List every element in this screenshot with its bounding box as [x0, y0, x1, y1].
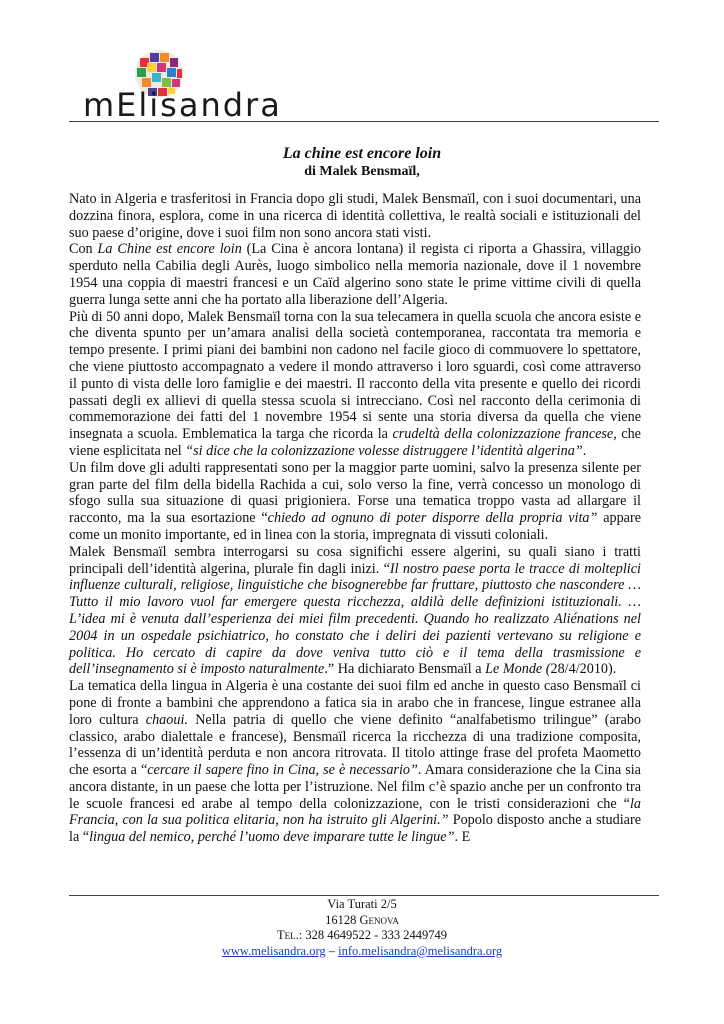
italic-text-run: crudeltà della colonizzazione francese, — [392, 426, 617, 443]
page-header — [69, 38, 659, 124]
brand-logo-text: mElisandra — [83, 86, 282, 124]
text-run: . E — [454, 829, 471, 846]
text-run: (La Cina è ancora lontana) il regista ci riporta a Ghassira, villaggio sperduto nella Cabilia degli Aurès, luogo simbolico nella memoria nazionale, dove il 1 novembre 1954 una coppia di maestri francesi e un Caïd algerino sono state le prime vittime civili di quella guerra lunga sette anni che ha portato alla liberazione dell’Algeria. — [69, 241, 642, 308]
paragraph — [69, 678, 641, 846]
article-title: La chine est encore loin — [282, 145, 442, 162]
header-divider — [69, 121, 659, 122]
text-run: appare come un monito importante, ed in linea con la storia, impregnata di vissuti coloniali. — [69, 510, 641, 543]
italic-text-run: Le Monde ( — [485, 661, 551, 678]
italic-text-run: “si dice che la colonizzazione volesse distruggere l’identità algerina” — [185, 442, 583, 459]
footer-divider — [69, 895, 659, 896]
text-run: Un film dove gli adulti rappresentati sono per la maggior parte uomini, salvo la presenza silente per gran parte del film della bidella Rachida a cui, solo verso la fine, verrà concesso un monologo di sfogo sulla sua situazione di quasi prigioniera. Forse una tematica troppo vasta ad allargare il racconto, ma la sua esortazione “ — [69, 459, 641, 527]
website-link[interactable]: www.melisandra.org — [221, 943, 326, 958]
footer-city: 16128 Genova — [325, 912, 399, 927]
footer-links — [0, 944, 724, 960]
text-run: . — [582, 442, 587, 459]
footer-phone: Tel.: 328 4649522 - 333 2449749 — [276, 928, 448, 942]
italic-text-run: lingua del nemico, perché l’uomo deve imparare tutte le lingue” — [89, 829, 455, 846]
article-author: di Malek Bensmaïl, — [304, 164, 420, 179]
paragraph — [69, 191, 641, 241]
footer-street: Via Turati 2/5 — [327, 897, 397, 911]
text-run: . Amara considerazione che la Cina sia ancora distante, in un paese che lotta per l’istruzione. Nel film c’è spazio anche per un confronto tra le scuole francesi ed arabe al tempo della colonizzazione, con le tristi considerazioni che “ — [69, 762, 641, 812]
article-body — [69, 191, 641, 846]
paragraph — [69, 544, 641, 678]
text-run: Malek Bensmaïl sembra interrogarsi su cosa significhi essere algerini, su quali siano i tratti principali dell’identità algerina, plurale fin dagli inizi. “ — [69, 543, 641, 577]
paragraph — [69, 309, 641, 460]
paragraph — [69, 241, 641, 308]
paragraph — [69, 460, 641, 544]
italic-text-run: cercare il sapere fino in Cina, se è necessario” — [147, 762, 418, 779]
page-footer — [0, 897, 724, 959]
italic-text-run: la Francia, con la sua politica elitaria, non ha istruito gli Algerini.” — [69, 795, 641, 829]
title-block — [0, 144, 724, 181]
text-run: Con — [69, 241, 98, 258]
italic-text-run: La Chine est encore loin — [97, 241, 242, 258]
italic-text-run: Il nostro paese porta le tracce di molteplici influenze culturali, religiose, linguistiche che bisognerebbe far fruttare, piuttosto che nascondere … Tutto il mio lavoro vuol far emergere questa ricchezza, aldilà delle definizioni istituzionali. … L’idea mi è venuta dall’esperienza dei miei film precedenti. Quando ho realizzato Aliénations nel 2004 in un ospedale psichiatrico, ho constato che i deliri dei pazienti vertevano su religione e politica. Ho cercato di capire da dove veniva tutto ciò e il tema della trasmissione e dell’insegnamento si è imposto naturalmente — [69, 560, 641, 678]
text-run: 28/4/2010). — [550, 661, 617, 678]
text-run: Nato in Algeria e trasferitosi in Francia dopo gli studi, Malek Bensmaïl, con i suoi documentari, una dozzina finora, esplora, come in una ricerca di identità collettiva, le realtà sociali e istituzionali del suo paese d’origine, dove i suoi film non sono ancora stati visti. — [69, 191, 641, 241]
footer-link-separator: – — [325, 943, 339, 958]
text-run: che viene esplicitata nel — [69, 426, 641, 459]
italic-text-run: chaoui. — [145, 711, 188, 728]
email-link[interactable]: info.melisandra@melisandra.org — [338, 943, 503, 958]
text-run: Nella patria di quello che viene definito “analfabetismo trilingue” (arabo classico, arabo dialettale e francese), Bensmaïl ricerca la ricchezza di una tradizione composita, l’essenza di un’identità perduta e non ancora ritrovata. Il titolo attinge frase del profeta Maometto che esorta a “ — [69, 711, 642, 779]
italic-text-run: chiedo ad ognuno di poter disporre della propria vita” — [267, 510, 598, 527]
text-run: Più di 50 anni dopo, Malek Bensmaïl torna con la sua telecamera in quella scuola che ancora esiste e che diventa spunto per un’amara analisi della società contemporanea, raccontata tra memoria e tempo presente. I primi piani dei bambini non cadono nel facile gioco di commuovere lo spettatore, che viene piuttosto accompagnato a vedere il mondo attraverso i loro sguardi, così come attraverso il punto di vista delle loro famiglie e dei maestri. Il racconto della vita presente e quello dei ricordi passati degli ex allievi di quella stessa scuola si intrecciano. Così nel racconto della cerimonia di commemorazione dei fatti del 1 novembre 1954 si sente una storia diversa da quella che viene insegnata a scuola. Emblematica la targa che ricorda la — [69, 308, 641, 443]
text-run: .” Ha dichiarato Bensmaïl a — [324, 661, 486, 678]
text-run: La tematica della lingua in Algeria è una costante dei suoi film ed anche in questo caso Bensmaïl ci pone di fronte a bambini che apprendono a fatica sia in arabo che in francese, lingue estranee alla loro cultura — [69, 678, 641, 728]
text-run: Popolo disposto anche a studiare la “ — [69, 812, 641, 846]
